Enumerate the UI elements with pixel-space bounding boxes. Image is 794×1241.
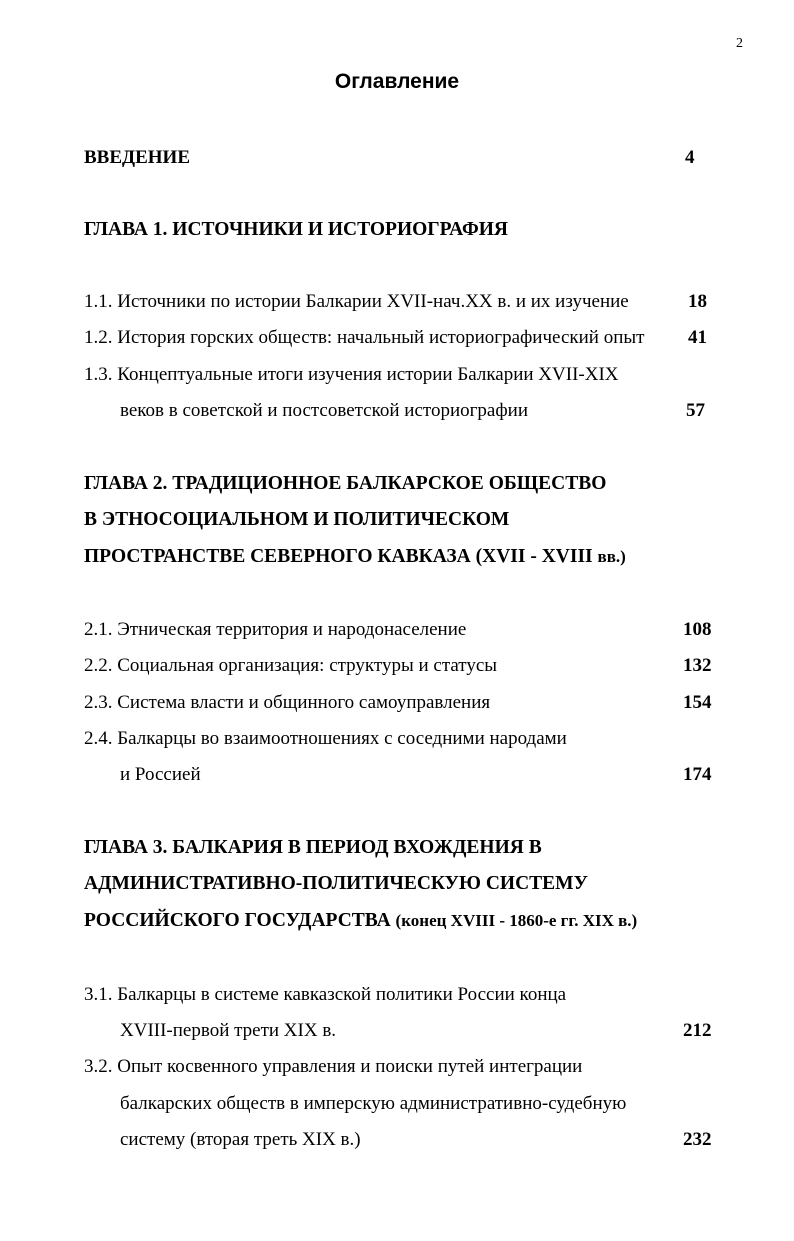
toc-item-3-2: 3.2. Опыт косвенного управления и поиски путей интеграции [84, 1056, 583, 1077]
intro-label: ВВЕДЕНИЕ [84, 147, 190, 168]
toc-item-2-1: 2.1. Этническая территория и народонаселение [84, 619, 467, 640]
intro-page: 4 [685, 147, 695, 168]
chapter3-title-line3-small: (конец XVIII - 1860-е гг. XIX в.) [395, 911, 638, 930]
toc-item-3-1: 3.1. Балкарцы в системе кавказской политики России конца [84, 984, 567, 1005]
toc-page-2-1: 108 [683, 619, 712, 640]
toc-item-1-1: 1.1. Источники по истории Балкарии XVII-нач.XX в. и их изучение [84, 291, 629, 312]
chapter2-title-line2: В ЭТНОСОЦИАЛЬНОМ И ПОЛИТИЧЕСКОМ [84, 509, 510, 530]
chapter2-title-line3-main: ПРОСТРАНСТВЕ СЕВЕРНОГО КАВКАЗА (XVII - XVIII [84, 546, 593, 567]
toc-page-3-2: 232 [683, 1129, 712, 1150]
toc-item-2-4-cont: и Россией [120, 764, 201, 785]
chapter2-title-line1: ГЛАВА 2. ТРАДИЦИОННОЕ БАЛКАРСКОЕ ОБЩЕСТВО [84, 473, 607, 494]
toc-item-2-2: 2.2. Социальная организация: структуры и статусы [84, 655, 498, 676]
toc-item-3-2-cont: балкарских обществ в имперскую административно-судебную [120, 1093, 627, 1114]
chapter3-title-line1: ГЛАВА 3. БАЛКАРИЯ В ПЕРИОД ВХОЖДЕНИЯ В [84, 837, 542, 858]
toc-item-2-4: 2.4. Балкарцы во взаимоотношениях с соседними народами [84, 728, 567, 749]
chapter2-title-line3-small: вв.) [597, 547, 626, 566]
toc-item-3-2-cont2: систему (вторая треть XIX в.) [120, 1129, 361, 1150]
toc-item-1-3-cont: веков в советской и постсоветской историографии [120, 400, 528, 421]
toc-page-2-2: 132 [683, 655, 712, 676]
toc-item-3-1-cont: XVIII-первой трети XIX в. [120, 1020, 337, 1041]
chapter3-title-line2: АДМИНИСТРАТИВНО-ПОЛИТИЧЕСКУЮ СИСТЕМУ [84, 873, 588, 894]
chapter3-title-line3-main: РОССИЙСКОГО ГОСУДАРСТВА [84, 910, 391, 931]
chapter2-title-line3 [84, 545, 626, 569]
page-title: Оглавление [334, 70, 460, 93]
chapter3-title-line3 [84, 909, 637, 933]
toc-page-1-3: 57 [686, 400, 705, 421]
toc-item-2-3: 2.3. Система власти и общинного самоуправления [84, 692, 491, 713]
toc-page-2-4: 174 [683, 764, 712, 785]
page-number: 2 [736, 36, 743, 51]
toc-page-3-1: 212 [683, 1020, 712, 1041]
toc-item-1-3: 1.3. Концептуальные итоги изучения истории Балкарии XVII-XIX [84, 364, 619, 385]
toc-page-2-3: 154 [683, 692, 712, 713]
toc-page-1-2: 41 [688, 327, 707, 348]
toc-item-1-2: 1.2. История горских обществ: начальный историографический опыт [84, 327, 645, 348]
toc-page-1-1: 18 [688, 291, 707, 312]
chapter1-title: ГЛАВА 1. ИСТОЧНИКИ И ИСТОРИОГРАФИЯ [84, 219, 508, 240]
